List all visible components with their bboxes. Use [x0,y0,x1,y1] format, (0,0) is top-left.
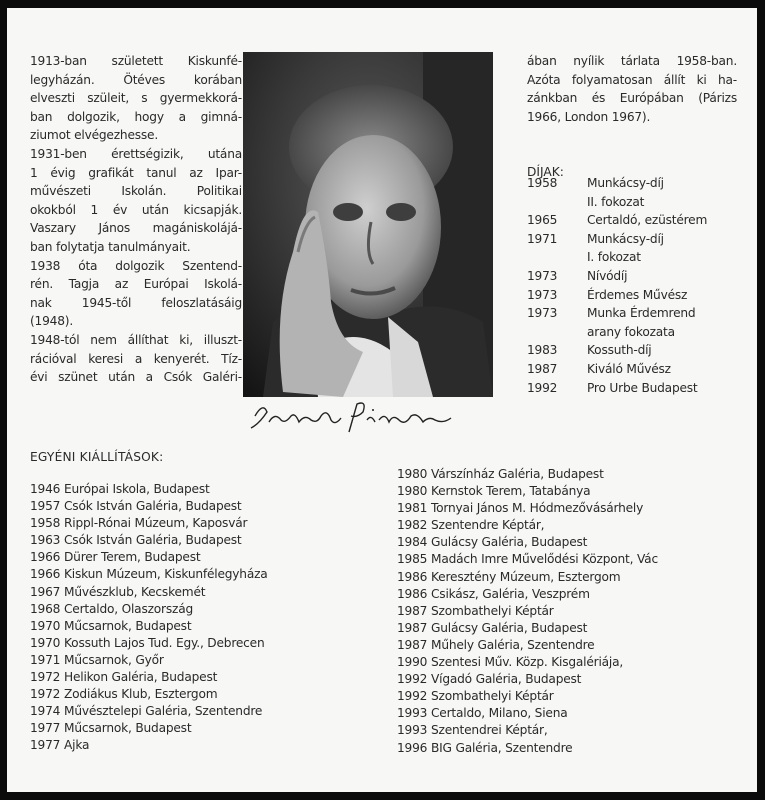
bio-line: ziumot elvégezhesse. [30,128,159,143]
exhibition-year: 1980 [397,484,428,499]
award-year: 1983 [527,343,558,358]
awards-heading: DÍJAK: [527,165,564,179]
exhibition-year: 1968 [30,601,61,616]
award-year: 1973 [527,306,558,321]
exhibition-item [397,688,658,705]
bio-line: ban dolgozik, hogy a gimná- [30,109,242,124]
exhibition-place: Helikon Galéria, Budapest [64,670,218,685]
exhibition-item [397,620,658,637]
exhibition-year: 1958 [30,516,61,531]
exhibition-place: Szentendrei Képtár, [431,723,548,738]
exhibition-place: Kossuth Lajos Tud. Egy., Debrecen [64,635,265,650]
exhibition-year: 1987 [397,637,428,652]
award-item [527,341,747,360]
exhibition-item [397,740,658,757]
exhibition-item [397,466,658,483]
biography-text [30,52,242,387]
exhibition-item [30,549,268,566]
bio-line: 1938 óta dolgozik Szentend- [30,258,242,273]
exhibition-year: 1992 [397,689,428,704]
exhibition-year: 1986 [397,586,428,601]
exhibition-year: 1963 [30,533,61,548]
exhibitions-list-left [30,481,268,755]
award-name: arany fokozata [587,324,675,339]
exhibition-item [30,686,268,703]
bio-line: (1948). [30,314,73,329]
exhibition-item [30,618,268,635]
award-name: Érdemes Művész [587,287,688,302]
bio-line: Vaszary János magániskolájá- [30,221,242,236]
exhibition-place: Keresztény Múzeum, Esztergom [431,569,621,584]
exhibition-place: Tornyai János M. Hódmezővásárhely [431,501,644,516]
exhibition-place: Szombathelyi Képtár [431,689,554,704]
award-name: Nívódíj [587,268,628,283]
exhibition-year: 1981 [397,501,428,516]
exhibition-place: Műhely Galéria, Szentendre [431,637,595,652]
bio-line: művészeti Iskolán. Politikai [30,184,242,199]
exhibition-place: Kernstok Terem, Tatabánya [431,484,591,499]
award-item [527,211,747,230]
exhibition-place: Kiskun Múzeum, Kiskunfélegyháza [64,567,268,582]
exhibition-item [397,654,658,671]
exhibition-item [397,551,658,568]
exhibition-year: 1980 [397,467,428,481]
exhibition-year: 1966 [30,550,61,565]
exhibition-item [397,569,658,586]
award-year: 1987 [527,361,558,376]
exhibition-year: 1984 [397,535,428,550]
exhibition-year: 1987 [397,620,428,635]
exhibition-place: Művésztelepi Galéria, Szentendre [64,704,263,719]
exhibition-place: Certaldo, Olaszország [64,601,194,616]
exhibition-item [397,534,658,551]
exhibition-item [30,635,268,652]
award-name: Kossuth-díj [587,343,652,358]
exhibition-place: Certaldo, Milano, Siena [431,706,568,721]
exhibitions-heading: EGYÉNI KIÁLLÍTÁSOK: [30,450,164,464]
award-item [527,323,747,342]
bio-line: legyházán. Ötéves korában [30,72,242,87]
award-item [527,267,747,286]
bio-line: ban folytatja tanulmányait. [30,239,191,254]
award-name: Kiváló Művész [587,361,671,376]
exhibition-year: 1966 [30,567,61,582]
exhibition-year: 1982 [397,518,428,533]
exhibition-year: 1993 [397,706,428,721]
bio-line: Azóta folyamatosan állít ki ha- [527,72,737,87]
exhibition-item [30,737,268,754]
exhibition-item [30,720,268,737]
exhibition-item [30,584,268,601]
exhibition-place: Csók István Galéria, Budapest [64,533,242,548]
exhibition-item [397,603,658,620]
exhibition-place: BIG Galéria, Szentendre [431,740,573,755]
award-name: Munkácsy-díj [587,231,664,246]
exhibition-place: Vígadó Galéria, Budapest [431,672,582,687]
exhibition-year: 1993 [397,723,428,738]
award-item [527,193,747,212]
exhibition-year: 1971 [30,652,61,667]
exhibition-place: Rippl-Rónai Múzeum, Kaposvár [64,516,248,531]
bio-line: évi szünet után a Csók Galéri- [30,370,242,385]
exhibition-place: Gulácsy Galéria, Budapest [431,620,588,635]
award-item [527,360,747,379]
exhibition-place: Gulácsy Galéria, Budapest [431,535,588,550]
award-name: I. fokozat [587,250,641,265]
award-item [527,248,747,267]
exhibition-place: Szombathelyi Képtár [431,603,554,618]
exhibition-year: 1970 [30,618,61,633]
bio-line: rén. Tagja az Európai Iskolá- [30,277,242,292]
award-name: Certaldó, ezüstérem [587,213,708,228]
exhibition-year: 1990 [397,655,428,670]
award-item [527,174,747,193]
exhibition-item [30,498,268,515]
bio-line: rációval keresi a kenyerét. Tíz- [30,351,242,366]
exhibition-item [397,722,658,739]
exhibition-year: 1987 [397,603,428,618]
exhibition-year: 1946 [30,482,61,496]
award-name: Munkácsy-díj [587,176,664,190]
exhibition-year: 1972 [30,670,61,685]
exhibition-place: Szentesi Műv. Közp. Kisgalériája, [431,655,624,670]
exhibition-place: Műcsarnok, Budapest [64,618,192,633]
bio-line: elveszti szüleit, s gyermekkorá- [30,91,242,106]
exhibition-year: 1957 [30,499,61,514]
exhibition-year: 1985 [397,552,428,567]
exhibition-item [397,483,658,500]
exhibition-place: Zodiákus Klub, Esztergom [64,687,218,702]
exhibition-place: Madách Imre Művelődési Központ, Vác [431,552,658,567]
exhibition-year: 1992 [397,672,428,687]
bio-line: 1966, London 1967). [527,109,651,124]
award-item [527,379,747,398]
exhibition-item [30,515,268,532]
bio-line: ában nyílik tárlata 1958-ban. [527,54,737,68]
award-item [527,286,747,305]
catalog-page [7,8,757,792]
exhibition-item [30,481,268,498]
award-year: 1971 [527,231,558,246]
exhibition-year: 1974 [30,704,61,719]
exhibition-item [30,532,268,549]
exhibition-item [30,601,268,618]
bio-line: nak 1945-től feloszlatásáig [30,295,242,310]
exhibition-year: 1972 [30,687,61,702]
bio-line: 1948-tól nem állíthat ki, illuszt- [30,332,242,347]
exhibition-year: 1996 [397,740,428,755]
award-name: Munka Érdemrend [587,306,696,321]
exhibition-place: Csikász, Galéria, Veszprém [431,586,590,601]
awards-list [527,174,747,397]
portrait-image [243,52,493,397]
award-year: 1973 [527,287,558,302]
exhibition-item [397,637,658,654]
exhibition-place: Műcsarnok, Budapest [64,721,192,736]
exhibition-year: 1970 [30,635,61,650]
bio-line: 1931-ben érettségizik, utána [30,146,242,161]
exhibition-item [30,703,268,720]
exhibition-year: 1977 [30,738,61,753]
exhibition-year: 1967 [30,584,61,599]
bio-line: okokból 1 év után kicsapják. [30,202,242,217]
award-item [527,230,747,249]
exhibition-item [30,669,268,686]
bio-line: 1913-ban született Kiskunfé- [30,54,242,68]
award-name: II. fokozat [587,194,645,209]
exhibition-item [30,566,268,583]
exhibition-place: Művészklub, Kecskemét [64,584,206,599]
exhibition-place: Műcsarnok, Győr [64,652,164,667]
exhibition-place: Szentendre Képtár, [431,518,545,533]
exhibition-year: 1986 [397,569,428,584]
exhibitions-list-right [397,466,658,757]
award-year: 1965 [527,213,558,228]
award-year: 1958 [527,176,558,190]
exhibition-place: Várszínház Galéria, Budapest [431,467,604,481]
bio-line: 1 évig grafikát tanul az Ipar- [30,165,242,180]
exhibition-place: Ajka [64,738,90,753]
exhibition-place: Dürer Terem, Budapest [64,550,201,565]
award-name: Pro Urbe Budapest [587,380,698,395]
exhibition-place: Európai Iskola, Budapest [64,482,210,496]
exhibition-item [397,705,658,722]
portrait-photo [243,52,493,397]
exhibition-item [397,500,658,517]
signature-image [247,394,467,436]
exhibition-item [397,671,658,688]
bio-line: zánkban és Európában (Párizs [527,91,737,106]
exhibition-year: 1977 [30,721,61,736]
biography-continued [527,52,737,126]
exhibition-item [397,586,658,603]
handwritten-signature [247,394,467,436]
award-year: 1992 [527,380,558,395]
exhibition-item [397,517,658,534]
award-item [527,304,747,323]
exhibition-place: Csók István Galéria, Budapest [64,499,242,514]
award-year: 1973 [527,268,558,283]
exhibition-item [30,652,268,669]
